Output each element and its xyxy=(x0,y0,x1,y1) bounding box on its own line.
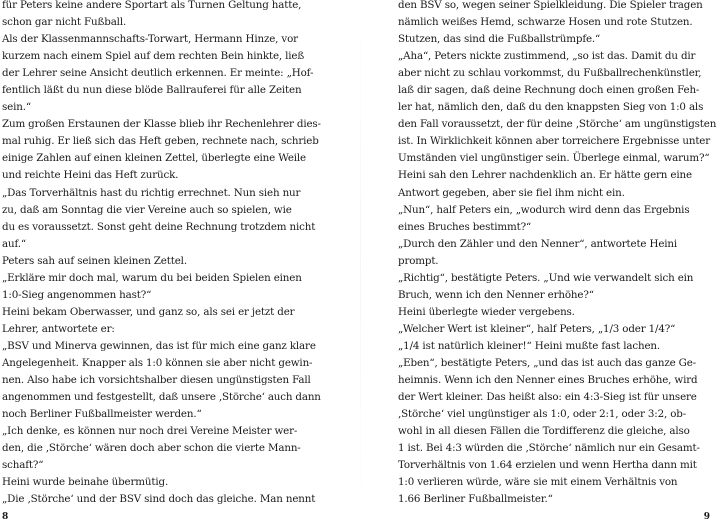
book-gutter xyxy=(360,0,361,525)
text-line: den, die ‚Störche‘ wären doch aber schon die vierte Mann- xyxy=(2,442,301,455)
text-line: aber nicht zu schlau vorkommst, du Fußballrechenkünstler, xyxy=(398,67,702,80)
text-line: nämlich weißes Hemd, schwarze Hosen und rote Stutzen. xyxy=(398,16,693,29)
text-line: Stutzen, das sind die Fußballstrümpfe.“ xyxy=(398,33,601,46)
left-page-number: 8 xyxy=(2,512,9,522)
text-line: einige Zahlen auf einen kleinen Zettel, überlegte eine Weile xyxy=(2,152,306,165)
text-line: „Aha“, Peters nickte zustimmend, „so ist das. Damit du dir xyxy=(398,50,696,63)
text-line: den BSV so, wegen seiner Spielkleidung. Die Spieler tragen xyxy=(398,0,703,11)
text-line: „BSV und Minerva gewinnen, das ist für mich eine ganz klare xyxy=(2,339,316,352)
text-line: heimnis. Wenn ich den Nenner eines Bruches erhöhe, wird xyxy=(398,374,698,387)
text-line: „Nun“, half Peters ein, „wodurch wird denn das Ergebnis xyxy=(398,203,690,216)
text-line: Antwort gegeben, aber sie fiel ihm nicht ein. xyxy=(398,186,625,199)
text-line: du es voraussetzt. Sonst geht deine Rechnung trotzdem nicht xyxy=(2,220,316,233)
text-line: laß dir sagen, daß deine Rechnung doch einen großen Feh- xyxy=(398,84,700,97)
text-line: Heini überlegte wieder vergebens. xyxy=(398,305,575,318)
right-page-number: 9 xyxy=(703,512,710,522)
text-line: ler hat, nämlich den, daß du den knappsten Sieg von 1:0 als xyxy=(398,101,704,114)
text-line: Bruch, wenn ich den Nenner erhöhe?“ xyxy=(398,288,594,301)
text-line: auf.“ xyxy=(2,237,27,250)
text-line: „Die ‚Störche‘ und der BSV sind doch das gleiche. Man nennt xyxy=(2,493,316,506)
text-line: „Das Torverhältnis hast du richtig errechnet. Nun sieh nur xyxy=(2,186,301,199)
text-line: 1:0-Sieg angenommen hast?“ xyxy=(2,288,152,301)
text-line: ist. In Wirklichkeit können aber torreichere Ergebnisse unter xyxy=(398,135,711,148)
text-line: Torverhältnis von 1.64 erzielen und wenn Hertha dann mit xyxy=(398,459,697,472)
text-line: Heini bekam Oberwasser, und ganz so, als sei er jetzt der xyxy=(2,305,295,318)
text-line: „Ich denke, es können nur noch drei Vereine Meister wer- xyxy=(2,425,298,438)
text-line: mal ruhig. Er ließ sich das Heft geben, rechnete nach, schrieb xyxy=(2,135,319,148)
right-page-text xyxy=(398,0,717,508)
text-line: noch Berliner Fußballmeister werden.“ xyxy=(2,408,202,421)
right-page xyxy=(398,0,717,525)
text-line: den Fall voraussetzt, der für deine ‚Störche‘ am ungünstigsten xyxy=(398,118,717,131)
text-line: angenommen und festgestellt, daß unsere ‚Störche‘ auch dann xyxy=(2,391,321,404)
text-line: schaft?“ xyxy=(2,459,44,472)
text-line: wohl in all diesen Fällen die Tordifferenz die gleiche, also xyxy=(398,425,690,438)
text-line: Als der Klassenmannschafts-Torwart, Hermann Hinze, vor xyxy=(2,33,298,46)
left-page-text xyxy=(2,0,321,508)
text-line: Peters sah auf seinen kleinen Zettel. xyxy=(2,254,187,267)
text-line: „Richtig“, bestätigte Peters. „Und wie verwandelt sich ein xyxy=(398,271,694,284)
text-line: Lehrer, antwortete er: xyxy=(2,322,115,335)
text-line: für Peters keine andere Sportart als Turnen Geltung hatte, xyxy=(2,0,302,11)
text-line: 1 ist. Bei 4:3 würden die ‚Störche‘ nämlich nur ein Gesamt- xyxy=(398,442,700,455)
text-line: kurzem nach einem Spiel auf dem rechten Bein hinkte, ließ xyxy=(2,50,305,63)
text-line: Heini sah den Lehrer nachdenklich an. Er hätte gern eine xyxy=(398,169,692,182)
text-line: zu, daß am Sonntag die vier Vereine auch so spielen, wie xyxy=(2,203,292,216)
text-line: ‚Störche‘ viel ungünstiger als 1:0, oder 2:1, oder 3:2, ob- xyxy=(398,408,687,421)
text-line: schon gar nicht Fußball. xyxy=(2,16,127,29)
text-line: 1.66 Berliner Fußballmeister.“ xyxy=(398,493,553,506)
text-line: prompt. xyxy=(398,254,439,267)
left-page xyxy=(2,0,321,525)
text-line: Umständen viel ungünstiger sein. Überlege einmal, warum?“ xyxy=(398,152,710,165)
text-line: „Eben“, bestätigte Peters, „und das ist auch das ganze Ge- xyxy=(398,356,697,369)
text-line: „1/4 ist natürlich kleiner!“ Heini mußte fast lachen. xyxy=(398,339,660,352)
text-line: „Durch den Zähler und den Nenner“, antwortete Heini xyxy=(398,237,678,250)
text-line: der Lehrer seine Ansicht deutlich erkennen. Er meinte: „Hof- xyxy=(2,67,314,80)
text-line: der Wert kleiner. Das heißt also: ein 4:3-Sieg ist für unsere xyxy=(398,391,697,404)
text-line: sein.“ xyxy=(2,101,31,114)
text-line: nen. Also habe ich vorsichtshalber diesen ungünstigsten Fall xyxy=(2,374,311,387)
text-line: fentlich läßt du nun diese blöde Ballrauferei für alle Zeiten xyxy=(2,84,302,97)
text-line: Angelegenheit. Knapper als 1:0 können sie aber nicht gewin- xyxy=(2,356,313,369)
text-line: „Erkläre mir doch mal, warum du bei beiden Spielen einen xyxy=(2,271,302,284)
text-line: Heini wurde beinahe übermütig. xyxy=(2,476,169,489)
text-line: eines Bruches bestimmt?“ xyxy=(398,220,532,233)
text-line: „Welcher Wert ist kleiner“, half Peters, „1/3 oder 1/4?“ xyxy=(398,322,676,335)
text-line: Zum großen Erstaunen der Klasse blieb ihr Rechenlehrer dies- xyxy=(2,118,321,131)
text-line: und reichte Heini das Heft zurück. xyxy=(2,169,179,182)
text-line: 1:0 verlieren würde, wäre sie mit einem Verhältnis von xyxy=(398,476,678,489)
